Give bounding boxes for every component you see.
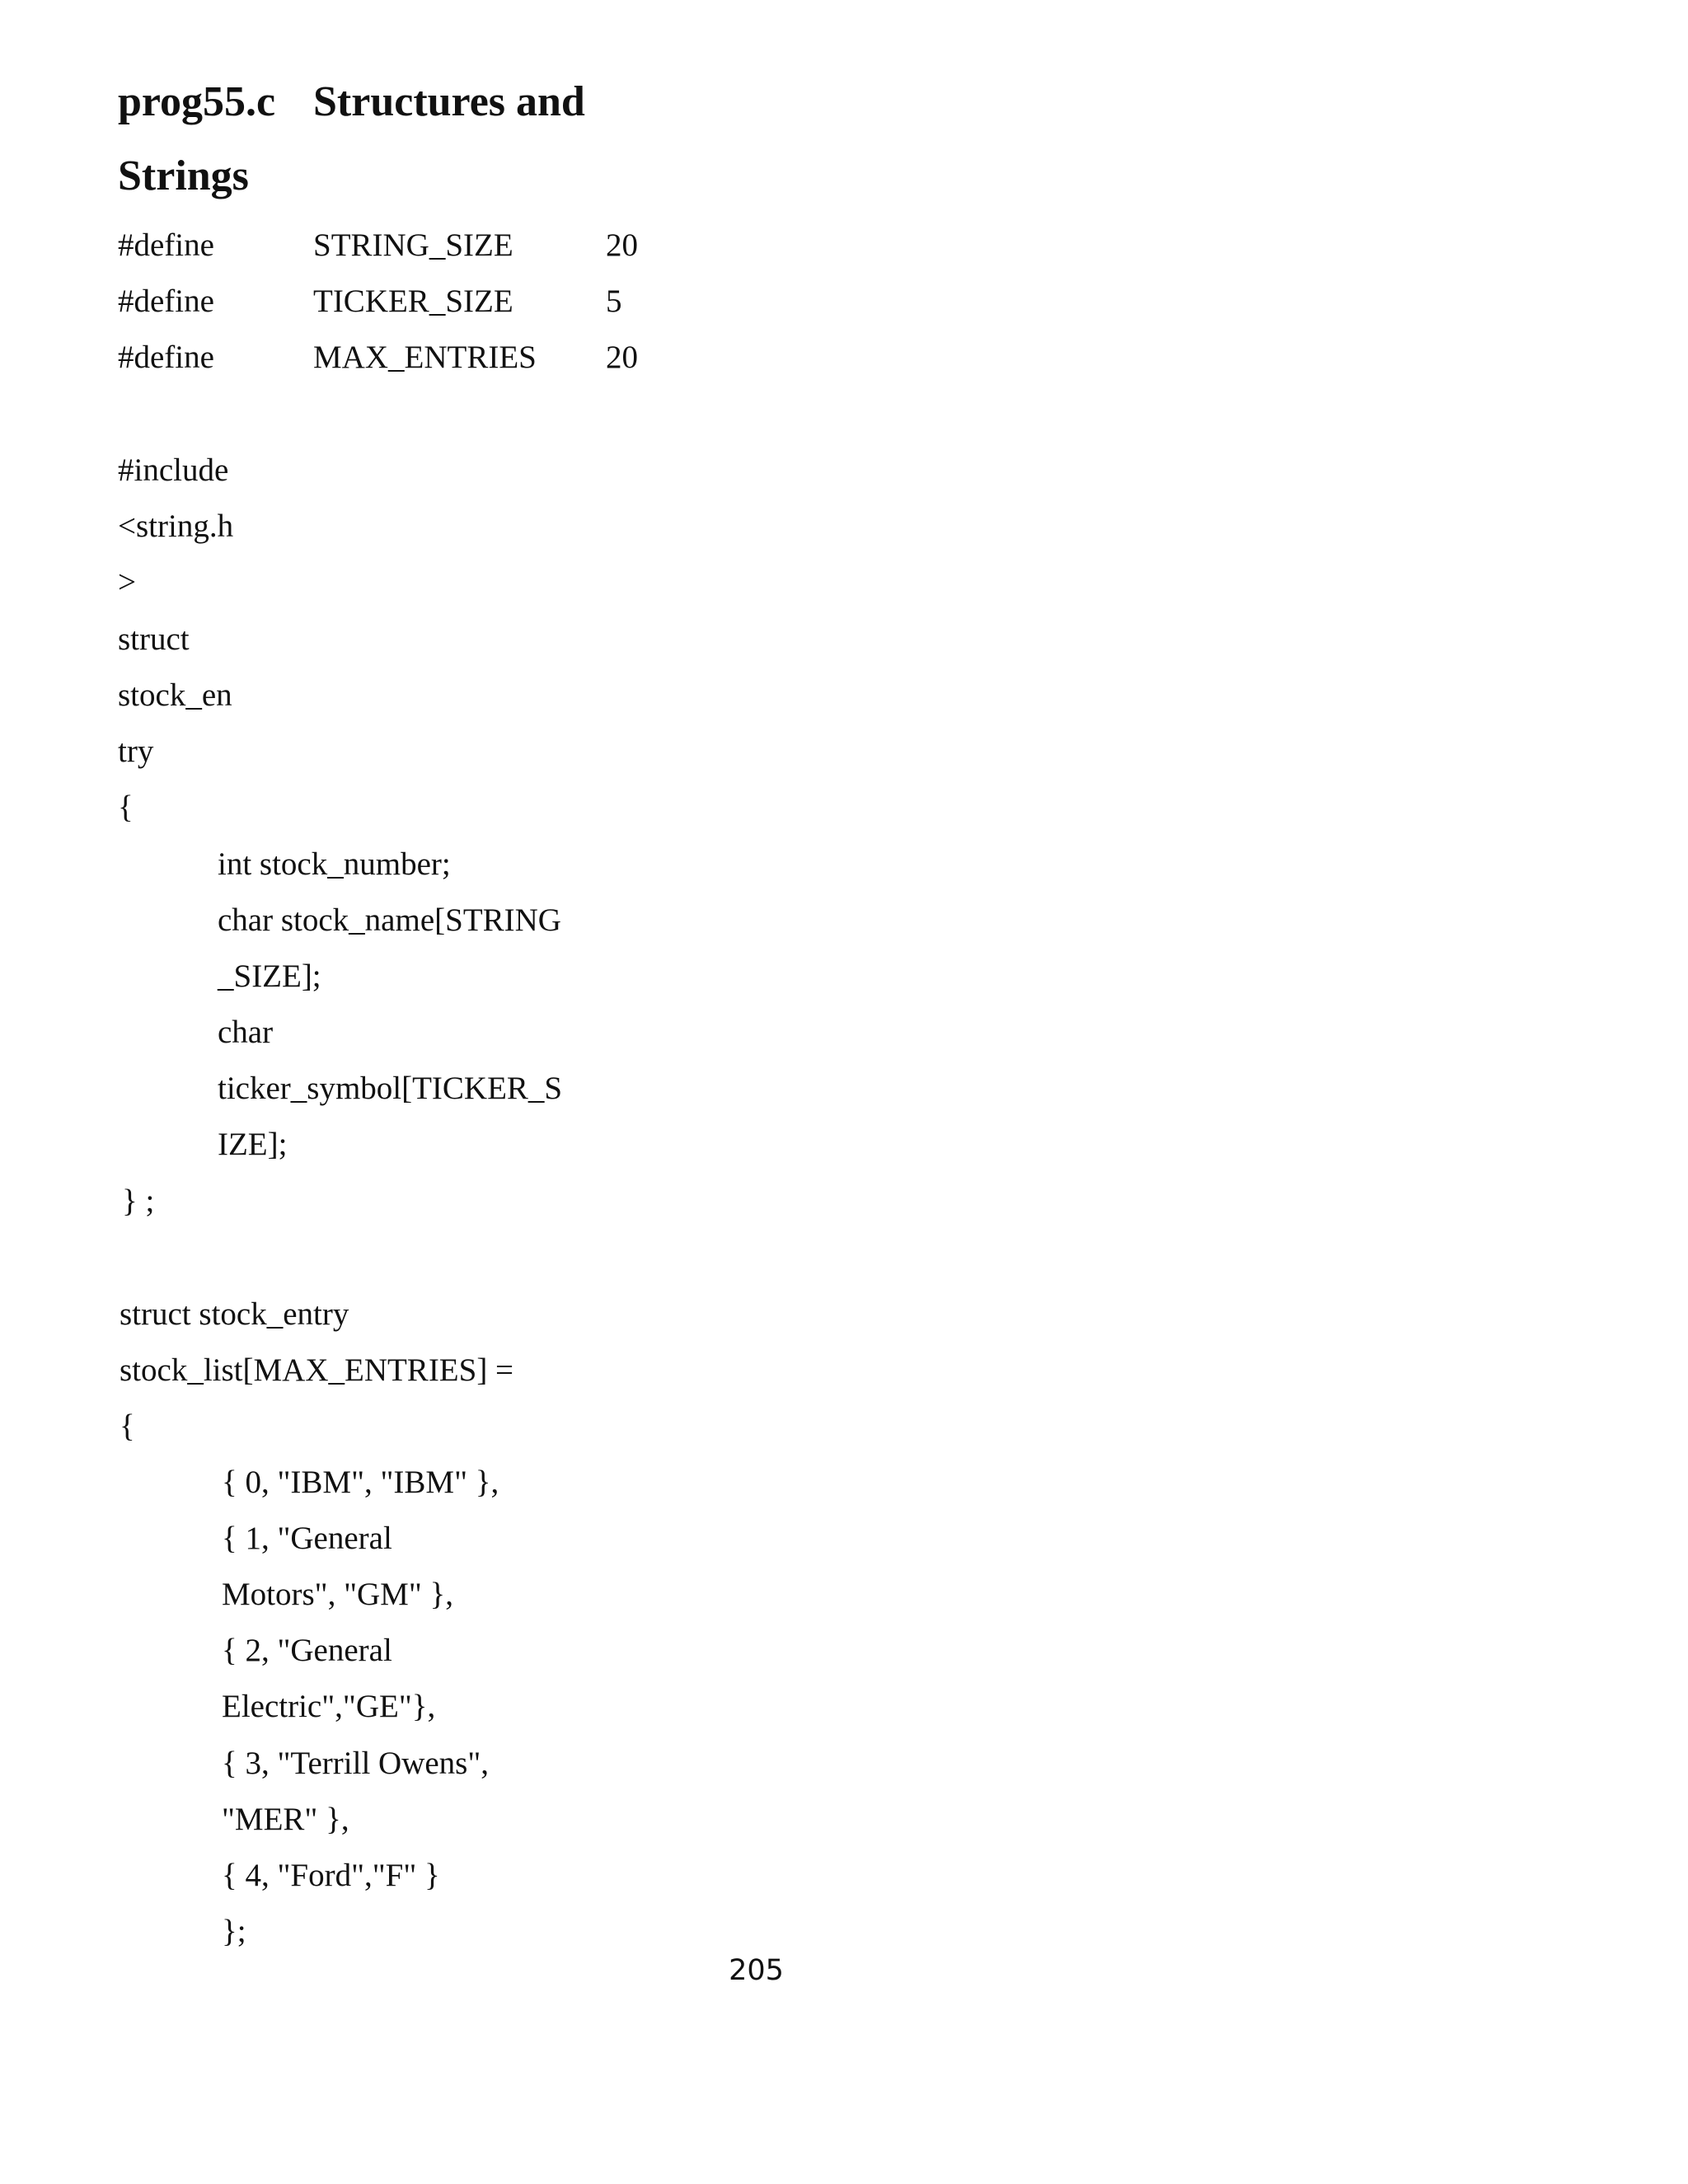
heading-title-line1: Structures and	[313, 78, 585, 125]
define-value: 20	[606, 340, 638, 375]
struct-member-line: ticker_symbol[TICKER_S	[218, 1071, 563, 1106]
code-line: stock_en	[118, 677, 232, 713]
define-keyword: #define	[118, 340, 214, 375]
struct-member-line: char	[218, 1015, 274, 1050]
array-entry-line: Electric","GE"},	[222, 1689, 436, 1724]
array-entry-line: { 2, "General	[222, 1633, 392, 1668]
array-entry-line: };	[222, 1914, 246, 1949]
array-entry-line: "MER" },	[222, 1802, 349, 1837]
define-value: 5	[606, 284, 622, 319]
include-line: #include	[118, 452, 229, 488]
heading-title-line2: Strings	[118, 152, 249, 199]
define-name: STRING_SIZE	[313, 227, 513, 263]
code-line: struct stock_entry	[120, 1296, 349, 1332]
struct-member-line: IZE];	[218, 1127, 288, 1162]
array-entry-line: { 0, "IBM", "IBM" },	[222, 1465, 499, 1500]
array-entry-line: { 3, "Terrill Owens",	[222, 1746, 490, 1781]
code-line: stock_list[MAX_ENTRIES] =	[120, 1352, 514, 1388]
code-line: try	[118, 733, 154, 769]
struct-member-line: _SIZE];	[218, 958, 321, 994]
array-entry-line: Motors", "GM" },	[222, 1577, 453, 1612]
open-brace: {	[118, 790, 134, 825]
include-line: >	[118, 565, 136, 600]
program-filename: prog55.c	[118, 78, 276, 125]
include-line: <string.h	[118, 509, 234, 544]
open-brace: {	[120, 1408, 135, 1444]
define-name: TICKER_SIZE	[313, 284, 513, 319]
array-entry-line: { 4, "Ford","F" }	[222, 1858, 440, 1893]
struct-member-line: char stock_name[STRING	[218, 902, 561, 938]
struct-member-line: int stock_number;	[218, 846, 451, 882]
define-keyword: #define	[118, 284, 214, 319]
page-number: 205	[729, 1954, 784, 1987]
code-line: struct	[118, 621, 190, 657]
define-value: 20	[606, 227, 638, 263]
define-keyword: #define	[118, 227, 214, 263]
define-name: MAX_ENTRIES	[313, 340, 537, 375]
array-entry-line: { 1, "General	[222, 1521, 392, 1556]
close-brace: } ;	[122, 1183, 155, 1219]
